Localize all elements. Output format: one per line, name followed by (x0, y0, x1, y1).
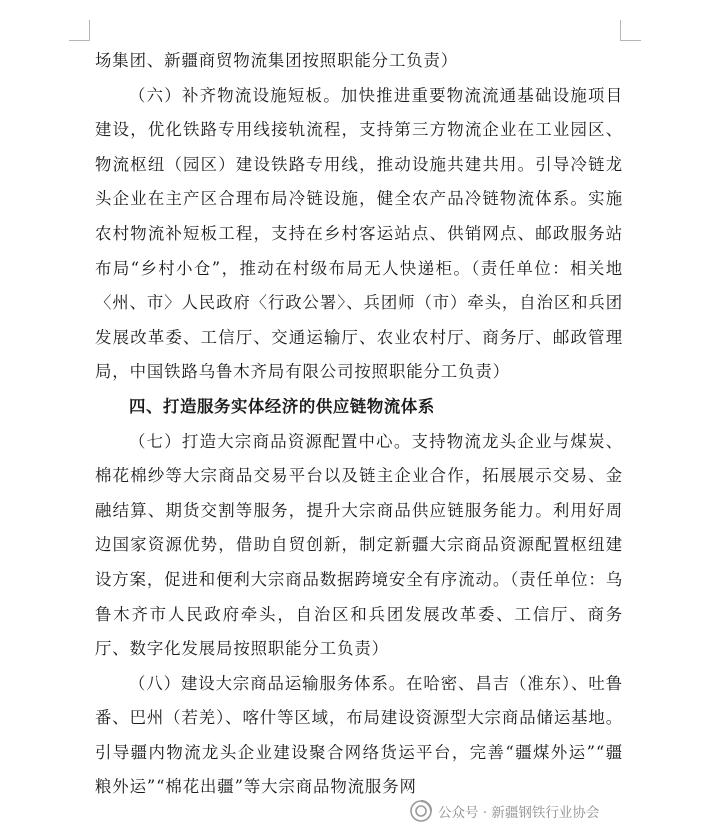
page-corner-mark-top-right (620, 20, 641, 41)
document-page (95, 44, 623, 805)
watermark-text: 公众号 · 新疆钢铁行业协会 (438, 805, 600, 821)
page-corner-mark-top-left (69, 20, 90, 41)
section-heading-4: 四、打造服务实体经济的供应链物流体系 (129, 396, 435, 416)
paragraph-section-6: （六）补齐物流设施短板。加快推进重要物流流通基础设施项目建设，优化铁路专用线接轨流程，支持第三方物流企业在工业园区、物流枢纽（园区）建设铁路专用线，推动设施共建共用。引导冷链龙头企业在主产区合理布局冷链设施，健全农产品冷链物流体系。实施农村物流补短板工程，支持在乡村客运站点、供销网点、邮政服务站布局“乡村小仓”，推动在村级布局无人快递柜。（责任单位：相关地〈州、市〉人民政府〈行政公署〉、兵团师（市）牵头，自治区和兵团发展改革委、工信厅、交通运输厅、农业农村厅、商务厅、邮政管理局，中国铁路乌鲁木齐局有限公司按照职能分工负责） (95, 85, 623, 382)
paragraph-section-8: （八）建设大宗商品运输服务体系。在哈密、昌吉（准东）、吐鲁番、巴州（若羌）、喀什等区域，布局建设资源型大宗商品储运基地。引导疆内物流龙头企业建设聚合网络货运平台，完善“疆煤外运”“疆粮外运”“棉花出疆”等大宗商品物流服务网 (95, 673, 623, 797)
paragraph-section-7: （七）打造大宗商品资源配置中心。支持物流龙头企业与煤炭、棉花棉纱等大宗商品交易平台以及链主企业合作，拓展展示交易、金融结算、期货交割等服务，提升大宗商品供应链服务能力。利用好周边国家资源优势，借助自贸创新，制定新疆大宗商品资源配置枢纽建设方案，促进和便利大宗商品数据跨境安全有序流动。（责任单位：乌鲁木齐市人民政府牵头，自治区和兵团发展改革委、工信厅、商务厅、数字化发展局按照职能分工负责） (95, 431, 623, 659)
watermark (410, 796, 599, 826)
wechat-official-account-icon (410, 800, 432, 822)
paragraph-continuation: 场集团、新疆商贸物流集团按照职能分工负责） (95, 51, 459, 70)
